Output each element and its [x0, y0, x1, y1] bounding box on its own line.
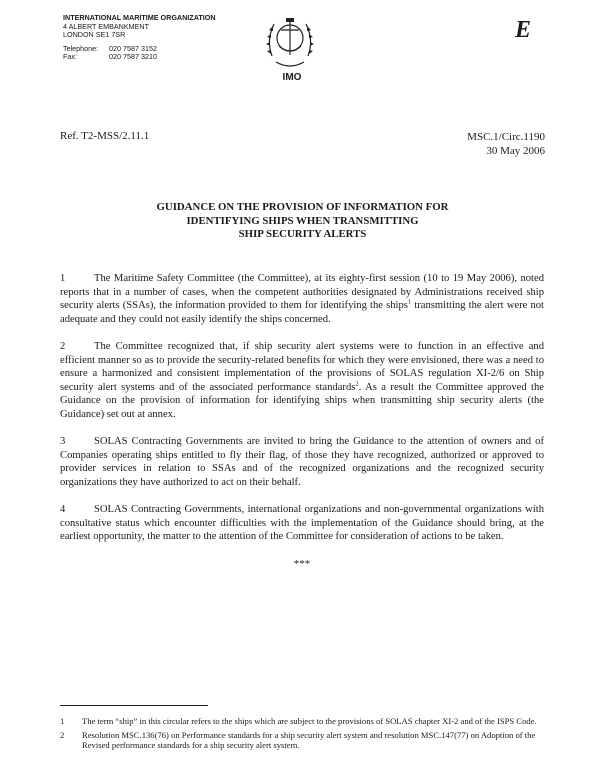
paragraph-text: . As a result the Committee approved the Guidance on the provision of information for identifying ships when transmitting ship security alerts (the Guidance) set out at annex.: [60, 381, 544, 420]
footnote-text: Resolution MSC.136(76) on Performance standards for a ship security alert system and resolution MSC.147(77) on Adoption of the Revised performance standards for a ship security alert system.: [82, 729, 536, 751]
document-info: [467, 130, 545, 158]
fax-number: 020 7587 3210: [109, 52, 157, 62]
contact-details: [63, 45, 216, 62]
org-address-line-2: LONDON SE1 7SR: [63, 30, 126, 40]
paragraph-text: transmitting the alert were not adequate and they could not easily identify the ships concerned.: [60, 300, 544, 325]
paragraph-number: 2: [60, 341, 66, 352]
footnote-number: 2: [60, 729, 65, 740]
paragraph-1: [60, 272, 544, 326]
paragraph-text: The Committee recognized that, if ship security alert systems were to function in an effective and efficient manner so as to provide the security-related benefits for which they were envisioned, there was a need to ensure a harmonized and consistent implementation of the provisions of SOLAS regulation XI-2/6 on Ship security alert systems and of the associated performance standards: [60, 341, 544, 393]
footnote-ref[interactable]: 2: [355, 379, 359, 387]
footnote-1: [60, 716, 545, 727]
footnote-number: 1: [60, 716, 65, 726]
reference-number: Ref. T2-MSS/2.11.1: [60, 130, 150, 142]
paragraph-number: 1: [60, 273, 66, 284]
letterhead: [63, 14, 216, 62]
title-line-1: GUIDANCE ON THE PROVISION OF INFORMATION FOR: [156, 201, 449, 213]
title-line-3: SHIP SECURITY ALERTS: [238, 228, 367, 241]
footnotes: [60, 716, 545, 754]
fax-label: Fax:: [63, 52, 77, 62]
paragraph-number: 3: [60, 436, 66, 447]
paragraph-number: 4: [60, 504, 66, 515]
paragraph-text: SOLAS Contracting Governments are invited to bring the Guidance to the attention of owners and of Companies operating ships entitled to fly their flag, of those they have recognized, authorized or approved to provider services in relation to SSAs and of the recognized organizations and the recognized security organizations they have authorized to act on their behalf.: [60, 436, 544, 488]
footnote-divider: [60, 705, 208, 706]
footnote-text: The term “ship” in this circular refers to the ships which are subject to the provisions of SOLAS chapter XI-2 and of the ISPS Code.: [82, 716, 537, 726]
language-code: E: [515, 17, 532, 43]
org-name: INTERNATIONAL MARITIME ORGANIZATION: [63, 13, 216, 22]
paragraph-4: [60, 503, 544, 544]
document-body: [60, 272, 544, 571]
section-separator: ***: [293, 557, 311, 570]
paragraph-3: [60, 435, 544, 489]
telephone-label: Telephone:: [63, 43, 99, 53]
title-line-2: IDENTIFYING SHIPS WHEN TRANSMITTING: [186, 214, 419, 227]
footnote-ref[interactable]: 1: [407, 298, 412, 306]
imo-emblem-icon: [262, 12, 318, 74]
paragraph-2: [60, 340, 544, 421]
org-address-line-1: 4 ALBERT EMBANKMENT: [63, 21, 150, 31]
imo-logo-text: IMO: [282, 72, 302, 83]
paragraph-text: SOLAS Contracting Governments, international organizations and non-governmental organizations with consultative status which encounter difficulties with the implementation of the Guidance should bring, at the earliest opportunity, the matter to the attention of the Committee for consideration of actions to be taken.: [60, 504, 544, 542]
paragraph-text: The Maritime Safety Committee (the Committee), at its eighty-first session (10 to 19 May 2006), noted reports that in a number of cases, when the competent authorities designated by Administrations received ship security alerts (SSAs), the information provided to them for identifying the ships: [60, 273, 544, 311]
document-date: 30 May 2006: [486, 145, 545, 157]
footnote-2: [60, 730, 545, 751]
document-symbol: MSC.1/Circ.1190: [467, 131, 545, 143]
document-title: [60, 201, 545, 242]
telephone-number: 020 7587 3152: [109, 43, 157, 53]
